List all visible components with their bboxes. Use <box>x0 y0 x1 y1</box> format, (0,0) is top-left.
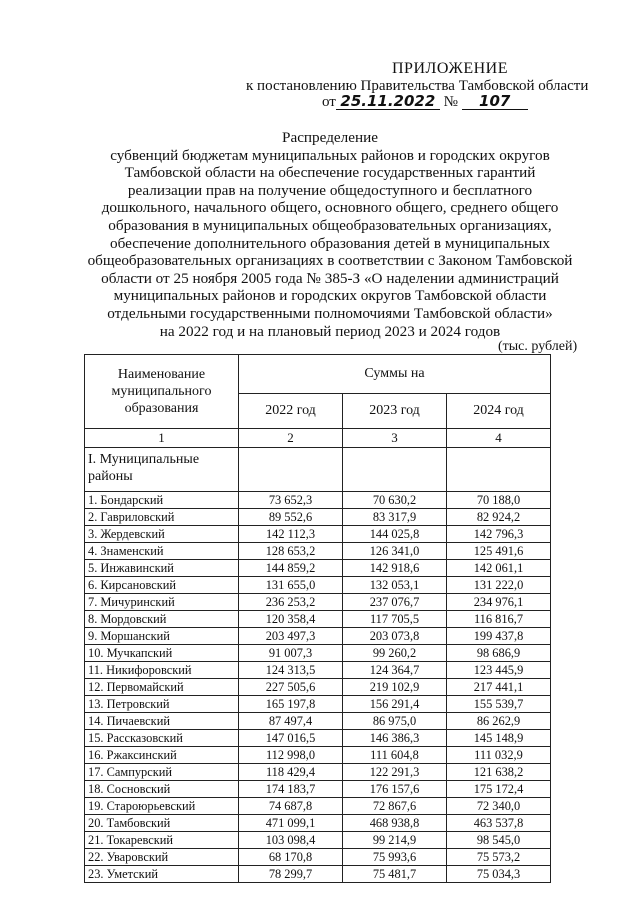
amount-2022: 227 505,6 <box>239 679 343 696</box>
appendix-date-line <box>322 94 528 111</box>
table-row <box>85 866 551 883</box>
amount-2022: 131 655,0 <box>239 577 343 594</box>
amount-2023: 124 364,7 <box>343 662 447 679</box>
district-name: 17. Сампурский <box>85 764 239 781</box>
amount-2023: 83 317,9 <box>343 509 447 526</box>
amount-2023: 468 938,8 <box>343 815 447 832</box>
amount-2023: 219 102,9 <box>343 679 447 696</box>
title-line: Тамбовской области на обеспечение государственных гарантий <box>124 164 536 182</box>
amount-2024: 125 491,6 <box>447 543 551 560</box>
amount-2024: 121 638,2 <box>447 764 551 781</box>
amount-2022: 68 170,8 <box>239 849 343 866</box>
amount-2022: 124 313,5 <box>239 662 343 679</box>
amount-2023: 237 076,7 <box>343 594 447 611</box>
amount-2024: 86 262,9 <box>447 713 551 730</box>
amount-2022: 174 183,7 <box>239 781 343 798</box>
amount-2022: 147 016,5 <box>239 730 343 747</box>
district-name: 7. Мичуринский <box>85 594 239 611</box>
amount-2023: 144 025,8 <box>343 526 447 543</box>
district-name: 6. Кирсановский <box>85 577 239 594</box>
title-line: реализации прав на получение общедоступного и бесплатного <box>127 181 533 199</box>
district-name: 12. Первомайский <box>85 679 239 696</box>
district-name: 20. Тамбовский <box>85 815 239 832</box>
table-row <box>85 713 551 730</box>
column-header-name: Наименование муниципального образования <box>85 355 239 429</box>
table-row <box>85 577 551 594</box>
table-row <box>85 645 551 662</box>
amount-2023: 117 705,5 <box>343 611 447 628</box>
table-row <box>85 815 551 832</box>
column-header-2022: 2022 год <box>239 394 343 429</box>
district-name: 9. Моршанский <box>85 628 239 645</box>
district-name: 18. Сосновский <box>85 781 239 798</box>
amount-2023: 146 386,3 <box>343 730 447 747</box>
column-index: 4 <box>447 429 551 448</box>
amount-2024: 116 816,7 <box>447 611 551 628</box>
amount-2022: 73 652,3 <box>239 492 343 509</box>
amount-2022: 118 429,4 <box>239 764 343 781</box>
title-line: образования в муниципальных общеобразовательных организациях, <box>108 216 552 234</box>
district-name: 5. Инжавинский <box>85 560 239 577</box>
district-name: 15. Рассказовский <box>85 730 239 747</box>
table-row <box>85 526 551 543</box>
column-index: 1 <box>85 429 239 448</box>
amount-2024: 463 537,8 <box>447 815 551 832</box>
title-line: муниципальных районов и городских округов Тамбовской области <box>113 287 547 305</box>
district-name: 2. Гавриловский <box>85 509 239 526</box>
amount-2024: 123 445,9 <box>447 662 551 679</box>
table-row <box>85 611 551 628</box>
title-line: обеспечение дополнительного образования детей в муниципальных <box>110 234 550 252</box>
table-row <box>85 628 551 645</box>
table-row <box>85 560 551 577</box>
amount-2022: 89 552,6 <box>239 509 343 526</box>
amount-2023: 126 341,0 <box>343 543 447 560</box>
amount-2024: 131 222,0 <box>447 577 551 594</box>
amount-2022: 103 098,4 <box>239 832 343 849</box>
district-name: 1. Бондарский <box>85 492 239 509</box>
column-index: 2 <box>239 429 343 448</box>
district-name: 13. Петровский <box>85 696 239 713</box>
units-label: (тыс. рублей) <box>498 339 578 354</box>
amount-2024: 175 172,4 <box>447 781 551 798</box>
table-row <box>85 492 551 509</box>
number-sign: № <box>443 94 458 110</box>
amount-2022: 120 358,4 <box>239 611 343 628</box>
amount-2022: 144 859,2 <box>239 560 343 577</box>
amount-2024: 82 924,2 <box>447 509 551 526</box>
column-index-row <box>85 429 551 448</box>
section-title: I. Муниципальные районы <box>85 448 239 492</box>
amount-2023: 75 481,7 <box>343 866 447 883</box>
handwritten-number: 107 <box>462 94 528 110</box>
amount-2023: 86 975,0 <box>343 713 447 730</box>
amount-2022: 236 253,2 <box>239 594 343 611</box>
date-prefix: от <box>322 94 336 110</box>
amount-2024: 145 148,9 <box>447 730 551 747</box>
amount-2024: 155 539,7 <box>447 696 551 713</box>
table-row <box>85 849 551 866</box>
amount-2024: 199 437,8 <box>447 628 551 645</box>
title-line: на 2022 год и на плановый период 2023 и 2024 годов <box>159 322 501 340</box>
district-name: 19. Староюрьевский <box>85 798 239 815</box>
table-row <box>85 730 551 747</box>
table-row <box>85 696 551 713</box>
column-index: 3 <box>343 429 447 448</box>
amount-2023: 122 291,3 <box>343 764 447 781</box>
table-row <box>85 679 551 696</box>
handwritten-date: 25.11.2022 <box>336 94 440 110</box>
district-name: 4. Знаменский <box>85 543 239 560</box>
district-name: 22. Уваровский <box>85 849 239 866</box>
district-name: 10. Мучкапский <box>85 645 239 662</box>
table-row <box>85 764 551 781</box>
district-name: 11. Никифоровский <box>85 662 239 679</box>
amount-2023: 75 993,6 <box>343 849 447 866</box>
amount-2023: 72 867,6 <box>343 798 447 815</box>
column-header-sums: Суммы на <box>239 355 551 394</box>
amount-2022: 74 687,8 <box>239 798 343 815</box>
amount-2024: 75 034,3 <box>447 866 551 883</box>
column-header-2024: 2024 год <box>447 394 551 429</box>
amount-2024: 142 796,3 <box>447 526 551 543</box>
table-row <box>85 594 551 611</box>
district-name: 16. Ржаксинский <box>85 747 239 764</box>
amount-2024: 111 032,9 <box>447 747 551 764</box>
subventions-table <box>84 354 551 883</box>
amount-2022: 91 007,3 <box>239 645 343 662</box>
amount-2023: 99 260,2 <box>343 645 447 662</box>
amount-2022: 128 653,2 <box>239 543 343 560</box>
appendix-subtitle: к постановлению Правительства Тамбовской области <box>246 78 589 94</box>
table-row <box>85 747 551 764</box>
district-name: 23. Уметский <box>85 866 239 883</box>
amount-2022: 142 112,3 <box>239 526 343 543</box>
amount-2022: 165 197,8 <box>239 696 343 713</box>
amount-2023: 132 053,1 <box>343 577 447 594</box>
district-name: 14. Пичаевский <box>85 713 239 730</box>
amount-2023: 156 291,4 <box>343 696 447 713</box>
amount-2022: 78 299,7 <box>239 866 343 883</box>
amount-2022: 471 099,1 <box>239 815 343 832</box>
table-row <box>85 662 551 679</box>
title-line: дошкольного, начального общего, основного общего, среднего общего <box>101 199 559 217</box>
amount-2022: 112 998,0 <box>239 747 343 764</box>
amount-2023: 142 918,6 <box>343 560 447 577</box>
title-line: области от 25 ноября 2005 года № 385-З «О наделении администраций <box>101 269 559 287</box>
amount-2024: 98 686,9 <box>447 645 551 662</box>
amount-2023: 70 630,2 <box>343 492 447 509</box>
district-name: 8. Мордовский <box>85 611 239 628</box>
column-header-2023: 2023 год <box>343 394 447 429</box>
appendix-title: ПРИЛОЖЕНИЕ <box>392 60 509 77</box>
title-line: субвенций бюджетам муниципальных районов и городских округов <box>110 146 550 164</box>
amount-2023: 176 157,6 <box>343 781 447 798</box>
document-title <box>80 129 580 340</box>
amount-2023: 203 073,8 <box>343 628 447 645</box>
amount-2024: 234 976,1 <box>447 594 551 611</box>
amount-2023: 111 604,8 <box>343 747 447 764</box>
table-row <box>85 543 551 560</box>
amount-2024: 75 573,2 <box>447 849 551 866</box>
table-row <box>85 781 551 798</box>
amount-2024: 70 188,0 <box>447 492 551 509</box>
title-line: Распределение <box>282 129 378 146</box>
title-line: отдельными государственными полномочиями Тамбовской области» <box>107 304 553 322</box>
amount-2023: 99 214,9 <box>343 832 447 849</box>
district-name: 21. Токаревский <box>85 832 239 849</box>
amount-2022: 87 497,4 <box>239 713 343 730</box>
table-row <box>85 509 551 526</box>
amount-2024: 98 545,0 <box>447 832 551 849</box>
amount-2022: 203 497,3 <box>239 628 343 645</box>
table-row <box>85 832 551 849</box>
amount-2024: 142 061,1 <box>447 560 551 577</box>
amount-2024: 217 441,1 <box>447 679 551 696</box>
title-line: общеобразовательных организациях в соответствии с Законом Тамбовской <box>87 252 573 270</box>
amount-2024: 72 340,0 <box>447 798 551 815</box>
table-row <box>85 798 551 815</box>
district-name: 3. Жердевский <box>85 526 239 543</box>
section-row <box>85 448 551 492</box>
